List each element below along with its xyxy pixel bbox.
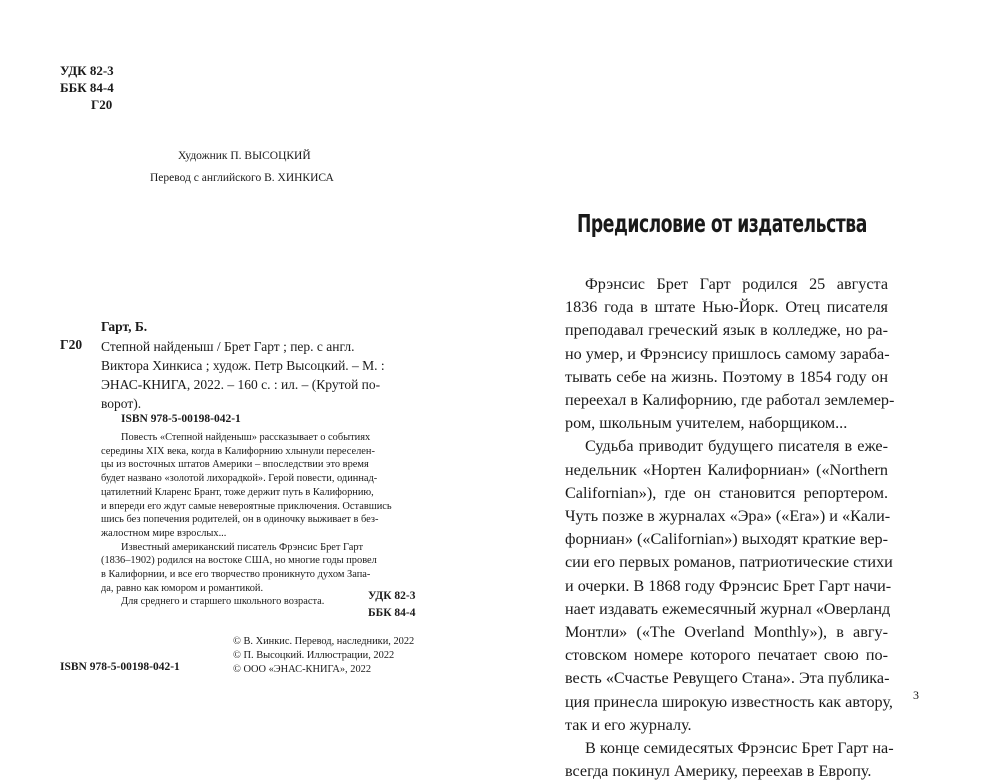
annotation-line: Повесть «Степной найденыш» рассказывает о событиях [121,432,371,443]
preface-line: стовском номере которого печатает свою по- [565,646,888,665]
record-isbn: ISBN 978-5-00198-042-1 [121,413,241,425]
annotation-line: будет названо «золотой лихорадкой». Герой повести, одиннад- [101,473,378,485]
annotation-line: середины XIX века, когда в Калифорнию хлынули переселен- [101,445,375,457]
bbk-code: ББК 84-4 [60,80,114,95]
annotation-line: Известный американский писатель Фрэнсис Брет Гарт [121,541,363,553]
preface-line: ция принесла широкую известность как автору, [565,692,893,711]
record-line: Виктора Хинкиса ; худож. Петр Высоцкий. – М. : [101,358,385,373]
annotation-line: да, равно как юмором и романтикой. [101,582,264,594]
preface-line: Монтли» («The Overland Monthly»), в авгу- [565,623,888,642]
preface-line: недельник «Нортен Калифорниан» («Northern [565,460,888,479]
annotation-line: цатилетний Кларенс Брант, тоже держит путь в Калифорнию, [101,486,374,498]
preface-text [565,273,894,783]
preface-line: весть «Счастье Ревущего Стана». Эта публика- [565,669,890,688]
copyright-line: © ООО «ЭНАС-КНИГА», 2022 [233,664,372,675]
preface-line: В конце семидесятых Фрэнсис Брет Гарт на- [585,739,894,758]
annotation-line: и впереди его ждут самые невероятные приключения. Оставшись [101,500,392,512]
artist-credit: Художник П. ВЫСОЦКИЙ [178,150,311,162]
preface-line: переехал в Калифорнию, где работал землемер- [565,391,895,410]
preface-line: Судьба приводит будущего писателя в еже- [585,437,888,456]
preface-line: но умер, и Фрэнсису пришлось самому зараба- [565,344,890,363]
preface-line: так и его журналу. [565,715,692,734]
record-line: ворот). [101,396,142,411]
annotation-line: (1836–1902) родился на востоке США, но многие годы провел [101,555,377,567]
udk-code: УДК 82-3 [60,63,114,78]
preface-line: преподавал греческий язык в колледже, но ра- [565,321,888,340]
record-line: ЭНАС-КНИГА, 2022. – 160 с. : ил. – (Крутой по- [101,377,381,392]
record-author-sign: Г20 [60,337,83,352]
page-number: 3 [913,688,919,702]
annotation-line: жалостном мире взрослых... [101,527,227,539]
author-sign: Г20 [91,97,113,112]
preface-line: Фрэнсис Брет Гарт родился 25 августа [585,275,888,293]
preface-line: Californian»), где он становится репортером. [565,483,888,502]
record-line: Степной найденыш / Брет Гарт ; пер. с англ. [101,339,355,354]
annotation-line: шись без попечения родителей, он в одиночку выживает в без- [101,514,379,526]
classification-block [60,62,114,113]
bbk-code: ББК 84-4 [368,607,416,619]
preface-line: Чуть позже в журналах «Эра» («Era») и «Кали- [565,507,891,526]
copyright-block [233,635,414,677]
copyright-line: © П. Высоцкий. Иллюстрации, 2022 [233,650,395,661]
preface-line: тывать себе на жизнь. Поэтому в 1854 году он [565,367,888,386]
preface-line: и очерки. В 1868 году Фрэнсис Брет Гарт начи- [565,576,892,595]
preface-line: 1836 года в штате Нью-Йорк. Отец писателя [565,298,888,317]
annotation-line: Для среднего и старшего школьного возраста. [121,596,325,608]
copyright-line: © В. Хинкис. Перевод, наследники, 2022 [233,636,415,647]
bottom-classification [368,588,416,622]
preface-line: форниан» («Californian») выходят краткие вер- [565,530,888,549]
preface-title: Предисловие от издательства [577,209,867,238]
annotation-line: в Калифорнии, и все его творчество проникнуто духом Запа- [101,569,371,581]
udk-code: УДК 82-3 [368,590,416,602]
preface-line: ром, школьным учителем, наборщиком... [565,414,848,433]
bibliographic-record [101,337,385,413]
record-author: Гарт, Б. [101,319,148,334]
preface-line: сии его первых романов, патриотические стихи [565,553,893,572]
preface-line: нает издавать ежемесячный журнал «Оверланд [565,599,891,618]
annotation [101,431,392,609]
translator-credit: Перевод с английского В. ХИНКИСА [150,172,334,184]
annotation-line: цы из восточных штатов Америки – впоследствии это время [101,459,369,471]
isbn-bottom: ISBN 978-5-00198-042-1 [60,661,180,673]
preface-line: всегда покинул Америку, переехав в Европу. [565,762,872,781]
